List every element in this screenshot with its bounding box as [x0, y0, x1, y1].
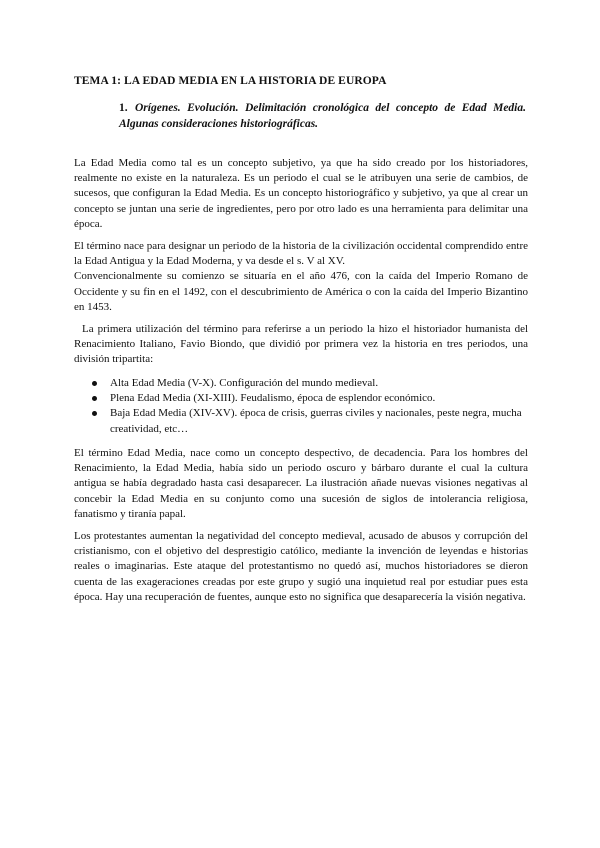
list-item: [92, 376, 526, 391]
bullet-icon: [92, 381, 97, 386]
list-item: [92, 391, 526, 406]
list-item: [92, 406, 526, 436]
paragraph-term-origin: [74, 239, 528, 315]
paragraph-first-use: [74, 322, 528, 368]
bullet-icon: [92, 411, 97, 416]
section-heading: [119, 100, 526, 132]
section-number: 1.: [119, 102, 128, 114]
paragraph-protestants: Los protestantes aumentan la negatividad del concepto medieval, acusado de abusos y corrupción del cristianismo, con el objetivo del desprestigio católico, mediante la invención de leyendas e historias reales o imaginarias. Este ataque del protestantismo no quedó así, muchos historiadores se dieron cuenta de las exageraciones creadas por este grupo y sugió una inquietud real por estudiar pues esta época. Hay una recuperación de fuentes, aunque esto no significa que desaparecería la visión negativa.: [74, 530, 528, 603]
bullet-icon: [92, 396, 97, 401]
paragraph-term-origin-a: El término nace para designar un periodo de la historia de la civilización occidental comprendido entre la Edad Antigua y la Edad Moderna, y va desde el s. V al XV.: [74, 240, 528, 268]
list-item-text: Plena Edad Media (XI-XIII). Feudalismo, época de esplendor económico.: [110, 392, 436, 405]
section-heading-text: Orígenes. Evolución. Delimitación cronológica del concepto de Edad Media. Algunas consideraciones historiográficas.: [119, 102, 526, 130]
paragraph-term-origin-b: Convencionalmente su comienzo se situaría en el año 476, con la caída del Imperio Romano de Occidente y su fin en el 1492, con el descubrimiento de América o con la caída del Imperio Bizantino en 1453.: [74, 270, 528, 313]
paragraph-pejorative: El término Edad Media, nace como un concepto despectivo, de decadencia. Para los hombres del Renacimiento, la Edad Media, había sido un periodo oscuro y bárbaro durante el cual la cultura antigua se había degradado hasta casi desaparecer. La ilustración añade nuevas visiones negativas al concebir la Edad Media en su conjunto como una sucesión de siglos de intolerancia religiosa, fanatismo y tiranía papal.: [74, 447, 528, 520]
paragraph-definition: La Edad Media como tal es un concepto subjetivo, ya que ha sido creado por los historiadores, realmente no existe en la naturaleza. Es un periodo el cual se le atribuyen una serie de cambios, de sucesos, que configuran la Edad Media. Es un concepto historiográfico y subjetivo, ya que al crear un concepto se juntan una serie de ingredientes, pero por otro lado es una herramienta para delimitar una época.: [74, 157, 528, 230]
paragraph-first-use-text: La primera utilización del término para referirse a un periodo la hizo el historiador humanista del Renacimiento Italiano, Favio Biondo, que dividió por primera vez la historia en tres periodos, una división tripartita:: [74, 323, 529, 366]
periods-list: [92, 376, 526, 437]
page-title: TEMA 1: LA EDAD MEDIA EN LA HISTORIA DE EUROPA: [74, 75, 387, 87]
list-item-text: Alta Edad Media (V-X). Configuración del mundo medieval.: [110, 377, 379, 389]
list-item-text: Baja Edad Media (XIV-XV). época de crisis, guerras civiles y nacionales, peste negra, mucha creatividad, etc…: [110, 407, 522, 435]
